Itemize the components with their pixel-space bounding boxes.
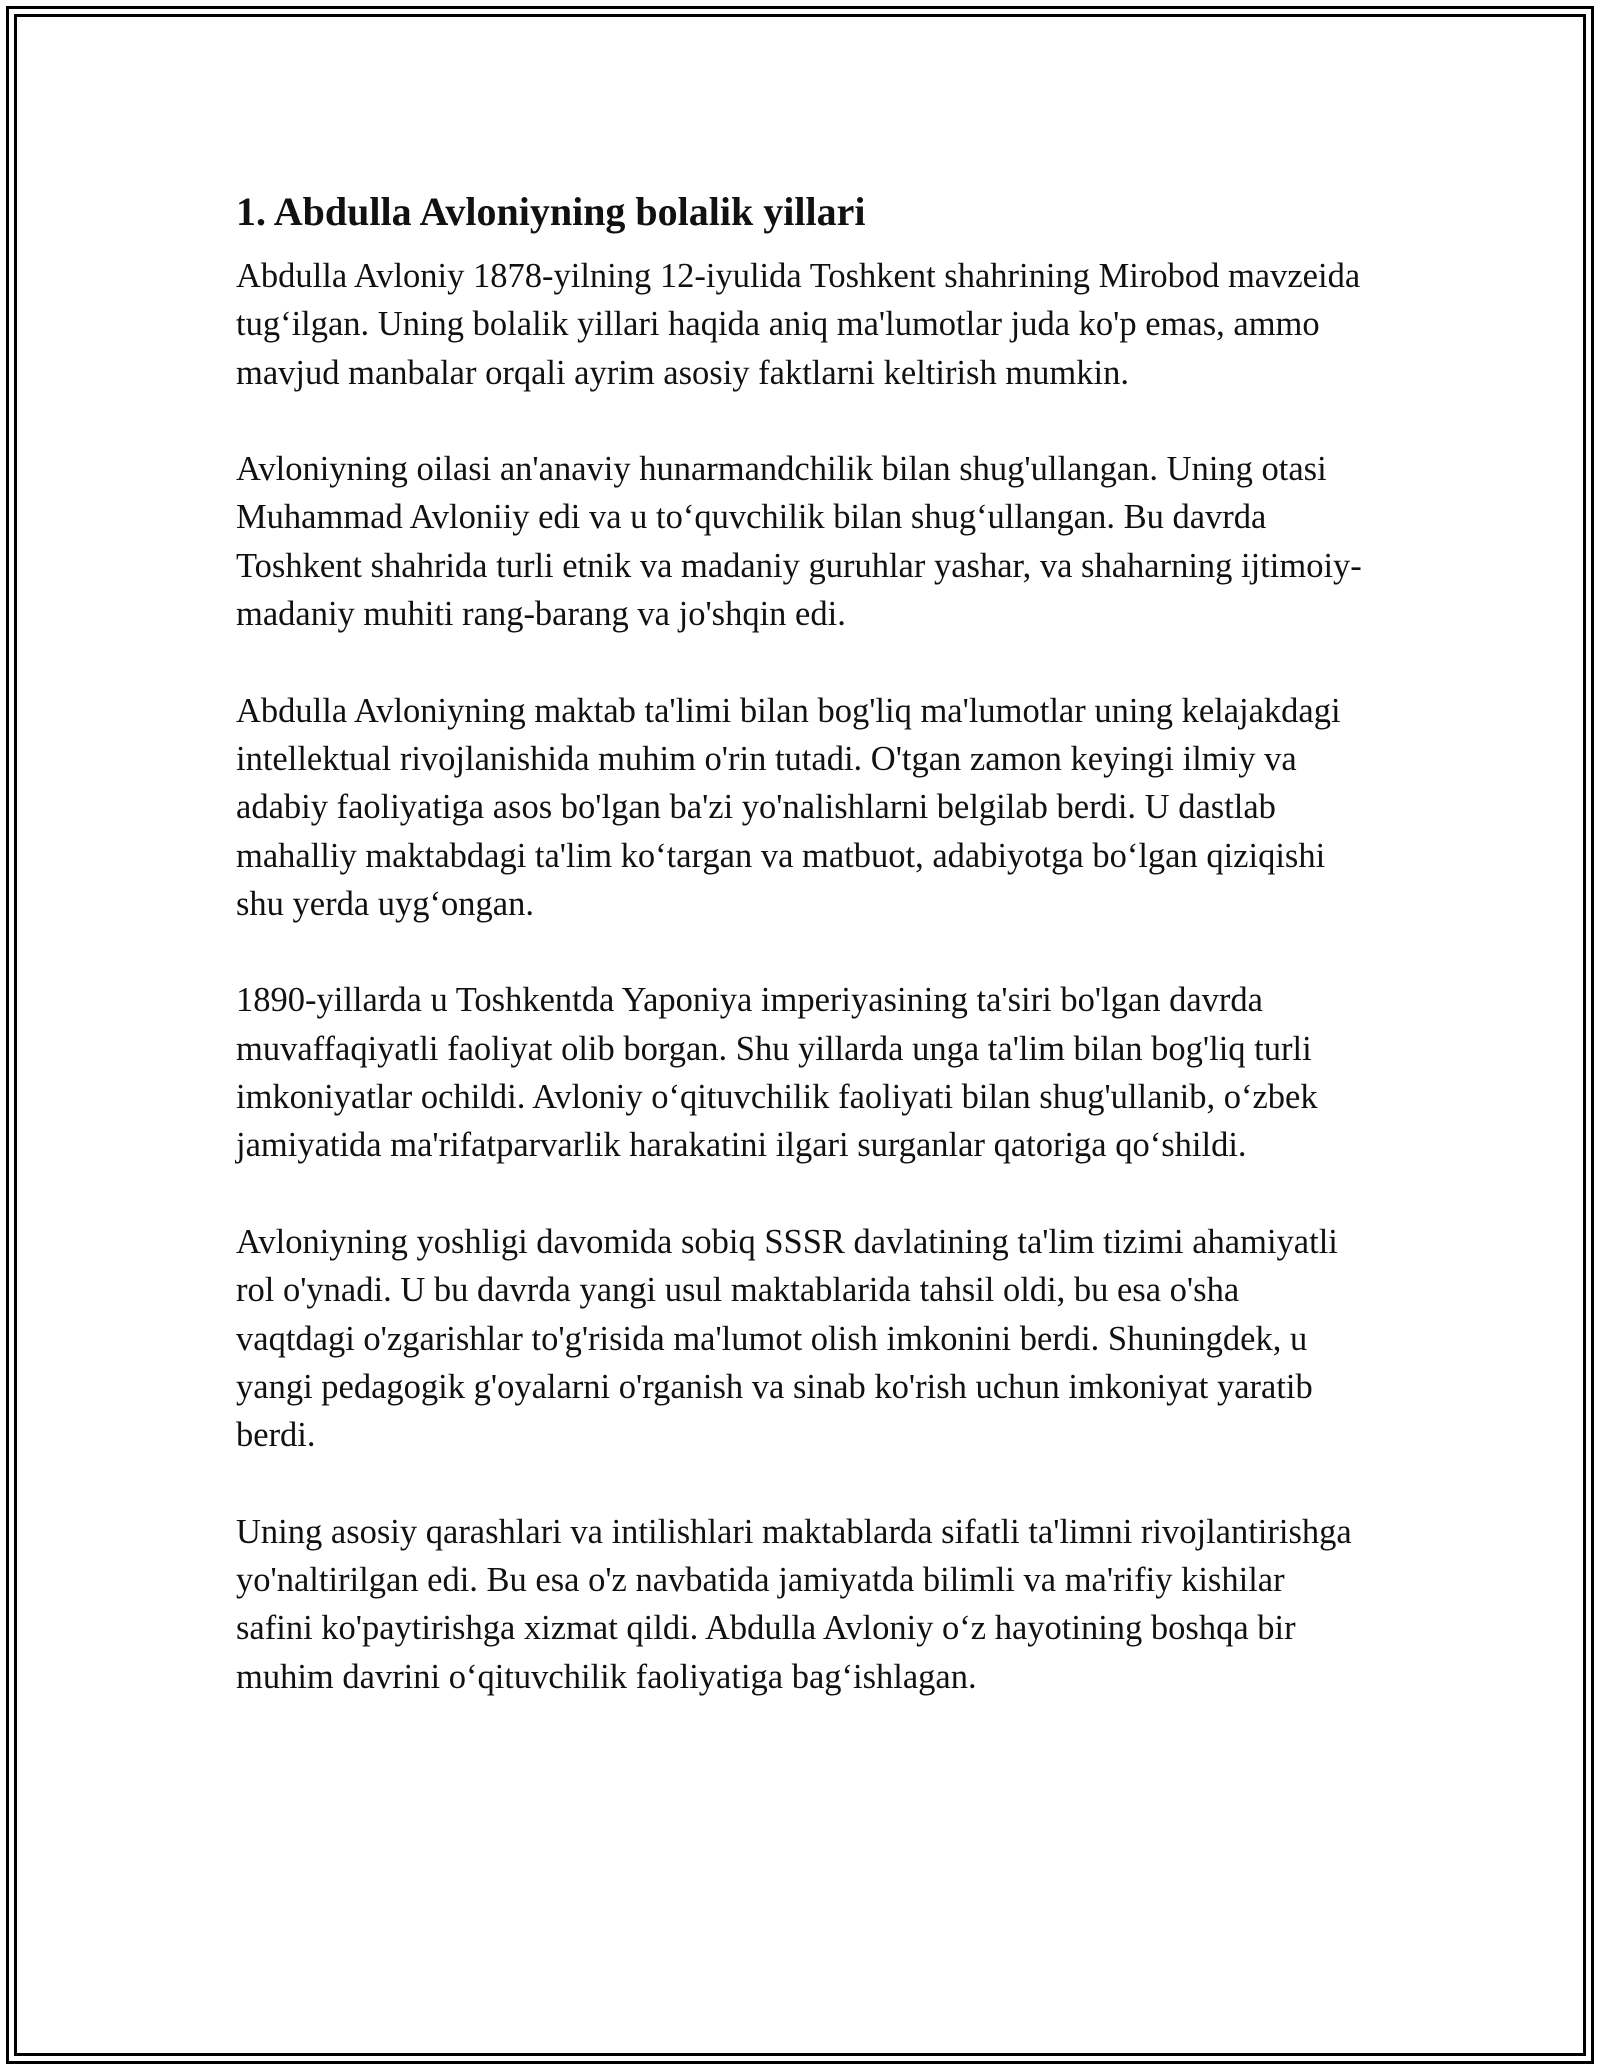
document-body [236, 186, 1366, 1749]
paragraph: 1890-yillarda u Toshkentda Yaponiya imperiyasining ta'siri bo'lgan davrda muvaffaqiyatli faoliyat olib borgan. Shu yillarda unga ta'lim bilan bog'liq turli imkoniyatlar ochildi. Avloniy o‘qituvchilik faoliyati bilan shug'ullanib, o‘zbek jamiyatida ma'rifatparvarlik harakatini ilgari surganlar qatoriga qo‘shildi. [236, 981, 1318, 1165]
paragraph: Avloniyning yoshligi davomida sobiq SSSR davlatining ta'lim tizimi ahamiyatli rol o'ynadi. U bu davrda yangi usul maktablarida tahsil oldi, bu esa o'sha vaqtdagi o'zgarishlar to'g'risida ma'lumot olish imkonini berdi. Shuningdek, u yangi pedagogik g'oyalarni o'rganish va sinab ko'rish uchun imkoniyat yaratib berdi. [236, 1222, 1338, 1455]
paragraph: Abdulla Avloniyning maktab ta'limi bilan bog'liq ma'lumotlar uning kelajakdagi intellektual rivojlanishida muhim o'rin tutadi. O'tgan zamon keyingi ilmiy va adabiy faoliyatiga asos bo'lgan ba'zi yo'nalishlarni belgilab berdi. U dastlab mahalliy maktabdagi ta'lim ko‘targan va matbuot, adabiyotga bo‘lgan qiziqishi shu yerda uyg‘ongan. [236, 691, 1341, 923]
paragraph: Abdulla Avloniy 1878-yilning 12-iyulida Toshkent shahrining Mirobod mavzeida tug‘ilgan. Uning bolalik yillari haqida aniq ma'lumotlar juda ko'p emas, ammo mavjud manbalar orqali ayrim asosiy faktlarni keltirish mumkin. [236, 257, 1361, 392]
paragraph: Avloniyning oilasi an'anaviy hunarmandchilik bilan shug'ullangan. Uning otasi Muhammad Avloniiy edi va u to‘quvchilik bilan shug‘ullangan. Bu davrda Toshkent shahrida turli etnik va madaniy guruhlar yashar, va shaharning ijtimoiy-madaniy muhiti rang-barang va jo'shqin edi. [236, 450, 1362, 634]
section-heading: 1. Abdulla Avloniyning bolalik yillari [236, 189, 866, 234]
paragraph: Uning asosiy qarashlari va intilishlari maktablarda sifatli ta'limni rivojlantirishga yo'naltirilgan edi. Bu esa o'z navbatida jamiyatda bilimli va ma'rifiy kishilar safini ko'paytirishga xizmat qildi. Abdulla Avloniy o‘z hayotining boshqa bir muhim davrini o‘qituvchilik faoliyatiga bag‘ishlagan. [236, 1512, 1352, 1696]
